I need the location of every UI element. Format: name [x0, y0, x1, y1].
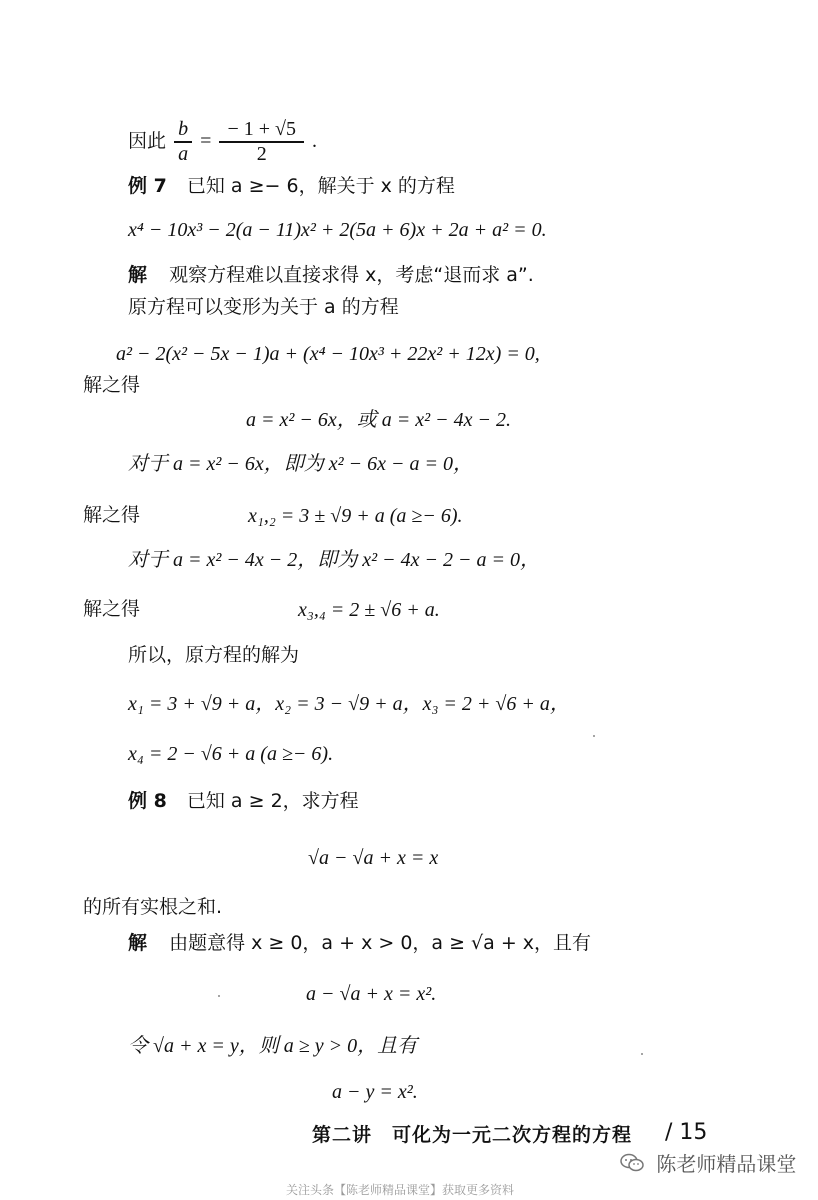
example-8-tail: 的所有实根之和.	[83, 896, 223, 918]
solve-get-2: 解之得	[83, 504, 141, 526]
ratio-prefix: 因此	[128, 130, 167, 152]
golden-numerator: − 1 + √5	[219, 118, 304, 143]
wechat-badge	[620, 1152, 796, 1178]
ratio-fraction	[174, 118, 192, 166]
ratio-equals: =	[200, 130, 212, 152]
ratio-line	[128, 118, 317, 166]
equation-x12: x₁,₂ = 3 ± √9 + a (a ≥− 6).	[248, 505, 463, 527]
equation-ex8-linear: a − y = x².	[332, 1081, 418, 1103]
solutions-list-2: x₄ = 2 − √6 + a (a ≥− 6).	[128, 743, 334, 765]
example-7-label: 例 7	[128, 175, 167, 197]
equation-quartic: x⁴ − 10x³ − 2(a − 11)x² + 2(5a + 6)x + 2a + a² = 0.	[128, 219, 547, 241]
scan-speck	[218, 995, 220, 997]
equation-a-roots: a = x² − 6x，或 a = x² − 4x − 2.	[246, 409, 511, 431]
solve-get-3: 解之得	[83, 598, 141, 620]
example-8-label: 例 8	[128, 790, 167, 812]
ratio-numerator: b	[174, 118, 192, 143]
transform-line: 原方程可以变形为关于 a 的方程	[128, 296, 399, 318]
equation-x34: x₃,₄ = 2 ± √6 + a.	[298, 599, 440, 621]
example-7-text: 已知 a ≥− 6，解关于 x 的方程	[186, 175, 455, 197]
solution-8-label: 解	[128, 932, 148, 954]
case-1-line: 对于 a = x² − 6x，即为 x² − 6x − a = 0，	[128, 453, 473, 475]
solution-7-text: 观察方程难以直接求得 x，考虑“退而求 a”.	[169, 264, 534, 286]
substitution-line: 令 √a + x = y，则 a ≥ y > 0，且有	[128, 1035, 418, 1057]
chapter-footer-title: 第二讲 可化为一元二次方程的方程	[312, 1124, 633, 1146]
equation-nested-root: √a − √a + x = x	[308, 847, 439, 869]
solution-7-intro	[128, 264, 534, 287]
scan-speck	[593, 735, 595, 737]
therefore-line: 所以，原方程的解为	[128, 644, 300, 666]
solution-8-intro	[128, 932, 591, 955]
bottom-watermark: 关注头条【陈老师精品课堂】获取更多资料	[286, 1183, 515, 1197]
golden-fraction	[219, 118, 304, 166]
wechat-account-name: 陈老师精品课堂	[656, 1152, 797, 1176]
wechat-logo-icon	[620, 1153, 644, 1178]
example-8-text: 已知 a ≥ 2，求方程	[186, 790, 359, 812]
page-number: / 15	[665, 1120, 708, 1145]
solution-7-label: 解	[128, 264, 148, 286]
example-7-heading	[128, 175, 455, 198]
equation-ex8-squared: a − √a + x = x².	[306, 983, 437, 1005]
example-8-heading	[128, 790, 359, 813]
case-2-line: 对于 a = x² − 4x − 2，即为 x² − 4x − 2 − a = 0，	[128, 549, 540, 571]
golden-denominator: 2	[256, 143, 267, 165]
ratio-denominator: a	[178, 143, 189, 165]
ratio-period: .	[312, 130, 318, 152]
solve-get-1: 解之得	[83, 374, 141, 396]
solution-8-text: 由题意得 x ≥ 0，a + x > 0，a ≥ √a + x，且有	[169, 932, 592, 954]
equation-in-a: a² − 2(x² − 5x − 1)a + (x⁴ − 10x³ + 22x² + 12x) = 0,	[116, 343, 540, 365]
scan-speck	[641, 1053, 643, 1055]
solutions-list-1: x₁ = 3 + √9 + a，x₂ = 3 − √9 + a，x₃ = 2 + √6 + a，	[128, 693, 570, 715]
